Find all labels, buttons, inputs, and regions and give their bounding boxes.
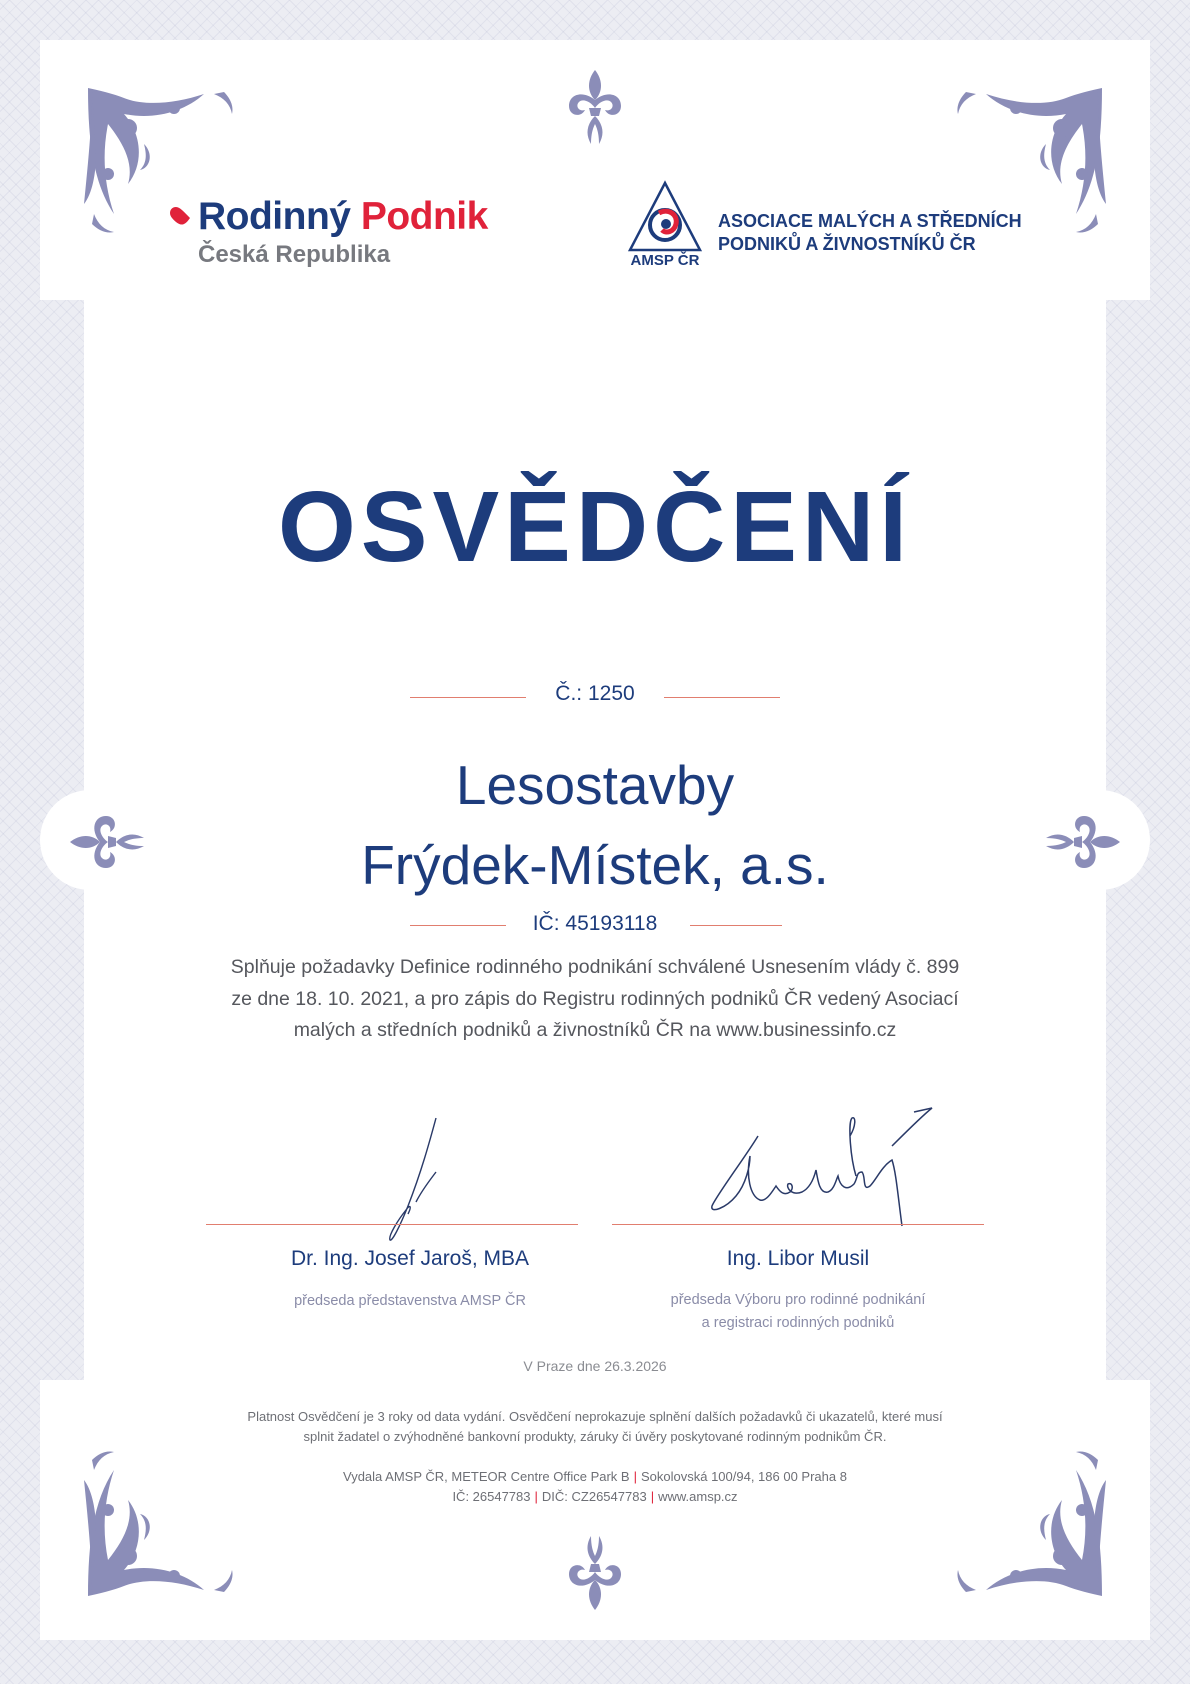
certificate-title: OSVĚDČENÍ bbox=[277, 471, 912, 583]
amsp-abbr: AMSP ČR bbox=[630, 252, 700, 269]
amsp-name bbox=[718, 210, 1022, 256]
number-rule-right bbox=[664, 697, 780, 698]
issuer-street: Sokolovská 100/94, 186 00 Praha 8 bbox=[640, 1469, 847, 1484]
rodinny-podnik-subtitle: Česká Republika bbox=[198, 241, 391, 268]
amsp-logo bbox=[626, 180, 1020, 272]
validity-line2: splnit žadatel o zvýhodněné bankovní produkty, záruky či úvěry poskytované rodinným podnikům ČR. bbox=[303, 1429, 887, 1444]
signatory-role-right-line2: a registraci rodinných podniků bbox=[701, 1315, 895, 1331]
signatory-name-left: Dr. Ing. Josef Jaroš, MBA bbox=[290, 1247, 530, 1270]
issuer-ico: IČ: 26547783 bbox=[452, 1489, 531, 1504]
signatory-name-right: Ing. Libor Musil bbox=[726, 1247, 870, 1270]
signatory-role-left: předseda představenstva AMSP ČR bbox=[294, 1293, 526, 1309]
place-and-date: V Praze dne 26.3.2026 bbox=[523, 1358, 667, 1374]
signature-line-left bbox=[206, 1224, 578, 1225]
issuer-address: Vydala AMSP ČR, METEOR Centre Office Park B bbox=[343, 1469, 630, 1484]
validity-note bbox=[200, 1407, 990, 1447]
issuer-info bbox=[200, 1467, 990, 1507]
signatory-role-right-line1: předseda Výboru pro rodinné podnikání bbox=[670, 1292, 926, 1308]
amsp-triangle-icon bbox=[626, 180, 704, 254]
certificate-description bbox=[170, 952, 1020, 1047]
description-line2: ze dne 18. 10. 2021, a pro zápis do Registru rodinných podniků ČR vedený Asociací bbox=[231, 987, 959, 1010]
signature-left-icon bbox=[350, 1110, 470, 1250]
issuer-dic: DIČ: CZ26547783 bbox=[541, 1489, 647, 1504]
company-name bbox=[0, 745, 1190, 905]
heart-icon bbox=[170, 205, 192, 231]
signature-right-icon bbox=[706, 1096, 936, 1236]
rodinny-podnik-logo bbox=[170, 195, 500, 275]
fleur-bottom-icon bbox=[565, 1532, 625, 1610]
rodinny-podnik-wordmark: Rodinný Podnik bbox=[198, 195, 488, 238]
description-line3: malých a středních podniků a živnostníků ČR na www.businessinfo.cz bbox=[293, 1019, 897, 1041]
company-ico: IČ: 45193118 bbox=[532, 912, 658, 935]
company-name-line2: Frýdek-Místek, a.s. bbox=[361, 834, 829, 896]
issuer-line2: IČ: 26547783 | DIČ: CZ26547783 | www.amsp.cz bbox=[452, 1489, 738, 1504]
company-name-line1: Lesostavby bbox=[455, 754, 735, 816]
issuer-line1: Vydala AMSP ČR, METEOR Centre Office Park B | Sokolovská 100/94, 186 00 Praha 8 bbox=[343, 1469, 847, 1484]
fleur-top-icon bbox=[565, 70, 625, 148]
signatory-role-right bbox=[598, 1289, 998, 1335]
certificate-number: Č.: 1250 bbox=[555, 682, 635, 705]
ico-rule-right bbox=[690, 925, 782, 926]
description-line1: Splňuje požadavky Definice rodinného podnikání schválené Usnesením vlády č. 899 bbox=[230, 956, 960, 978]
issuer-website[interactable]: www.amsp.cz bbox=[658, 1489, 738, 1504]
amsp-name-line2: PODNIKŮ A ŽIVNOSTNÍKŮ ČR bbox=[718, 234, 976, 254]
signature-line-right bbox=[612, 1224, 984, 1225]
validity-line1: Platnost Osvědčení je 3 roky od data vydání. Osvědčení neprokazuje splnění dalších požadavků či ukazatelů, které musí bbox=[247, 1409, 943, 1424]
amsp-name-line1: ASOCIACE MALÝCH A STŘEDNÍCH bbox=[718, 211, 1022, 231]
